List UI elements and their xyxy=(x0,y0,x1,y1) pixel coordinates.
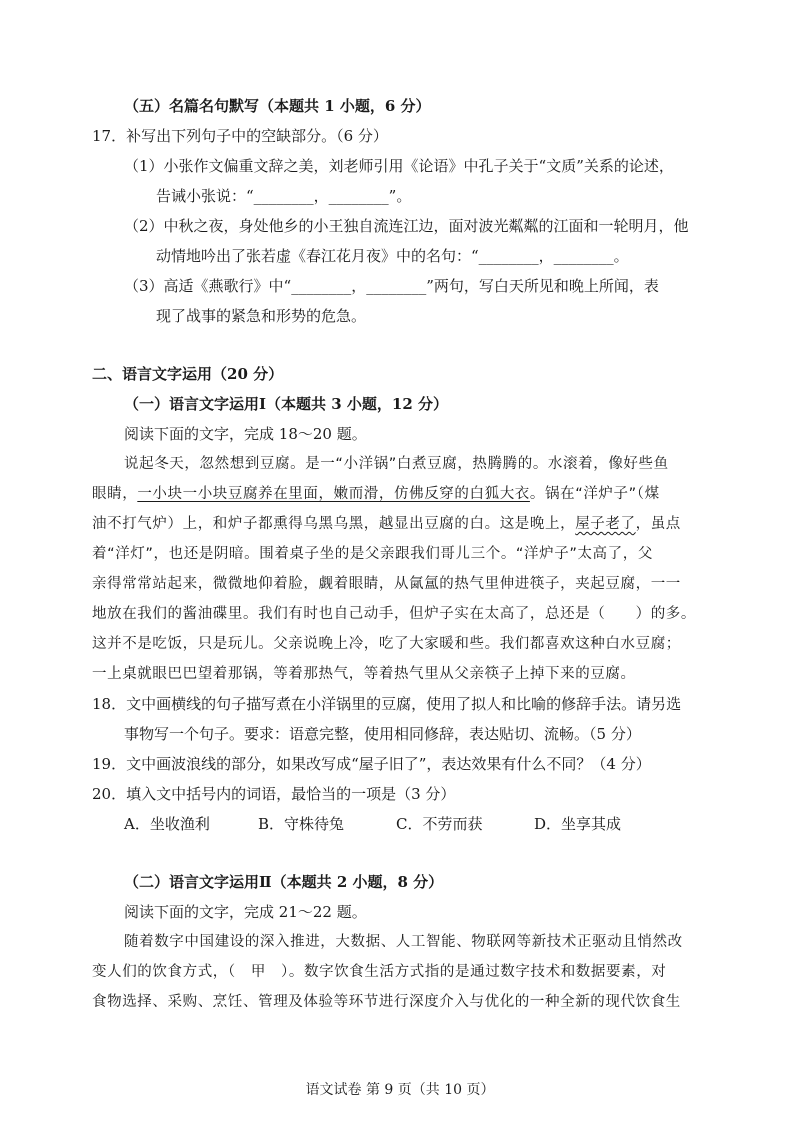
passage-1-line-8: 一上桌就眼巴巴望着那锅，等着那热气，等着热气里从父亲筷子上掉下来的豆腐。 xyxy=(92,666,636,682)
subsection-1-heading: （一）语言文字运用Ⅰ（本题共 3 小题，12 分） xyxy=(124,395,448,413)
section-5-heading: （五）名篇名句默写（本题共 1 小题，6 分） xyxy=(124,97,431,115)
question-17-3-line-2: 现了战事的紧急和形势的危急。 xyxy=(156,307,367,325)
passage-1-line-5: 亲得常常站起来，微微地仰着脸，觑着眼睛，从氤氲的热气里伸进筷子，夹起豆腐，一一 xyxy=(92,576,681,592)
question-18-line-1: 18．文中画横线的句子描写煮在小洋锅里的豆腐，使用了拟人和比喻的修辞手法。请另选 xyxy=(92,695,682,713)
question-20-option-d: D．坐享其成 xyxy=(534,815,622,833)
passage-1-line-2-end: 。锅在“洋炉子”（煤 xyxy=(529,486,660,502)
question-17-2-line-1: （2）中秋之夜，身处他乡的小王独自流连江边，面对波光粼粼的江面和一轮明月，他 xyxy=(124,217,689,235)
passage-2-line-1: 随着数字中国建设的深入推进，大数据、人工智能、物联网等新技术正驱动且悄然改 xyxy=(124,934,683,950)
passage-1-line-7: 这并不是吃饭，只是玩儿。父亲说晚上冷，吃了大家暖和些。我们都喜欢这种白水豆腐； xyxy=(92,636,681,652)
underlined-sentence: 一小块一小块豆腐养在里面，嫩而滑，仿佛反穿的白狐大衣 xyxy=(137,486,530,502)
question-17-1-line-1: （1）小张作文偏重文辞之美，刘老师引用《论语》中孔子关于“文质”关系的论述， xyxy=(124,157,674,175)
passage-1-line-3-end: ，虽点 xyxy=(635,516,681,532)
passage-2-line-2: 变人们的饮食方式，（ 甲 ）。数字饮食生活方式指的是通过数字技术和数据要素，对 xyxy=(92,964,667,980)
passage-2-line-3: 食物选择、采购、烹饪、管理及体验等环节进行深度介入与优化的一种全新的现代饮食生 xyxy=(92,994,681,1010)
question-17-3-line-1: （3）高适《燕歌行》中“________，________”两句，写白天所见和晚上所闻，表 xyxy=(124,277,659,295)
question-18-line-2: 事物写一个句子。要求：语意完整，使用相同修辞，表达贴切、流畅。（5 分） xyxy=(124,725,641,743)
passage-1-line-3 xyxy=(92,514,681,534)
question-20-option-c: C．不劳而获 xyxy=(396,815,483,833)
question-19: 19．文中画波浪线的部分，如果改写成“屋子旧了”，表达效果有什么不同？（4 分） xyxy=(92,755,651,773)
subsection-1-intro: 阅读下面的文字，完成 18～20 题。 xyxy=(124,425,367,443)
passage-1-line-6: 地放在我们的酱油碟里。我们有时也自己动手，但炉子实在太高了，总还是（ ）的多。 xyxy=(92,606,696,622)
passage-1-line-3-start: 油不打气炉）上，和炉子都熏得乌黑乌黑，越显出豆腐的白。这是晚上， xyxy=(92,516,576,532)
wavy-underlined-phrase: 屋子老了 xyxy=(575,516,636,532)
passage-1-line-2-start: 眼睛， xyxy=(92,486,138,502)
question-17-stem: 17．补写出下列句子中的空缺部分。（6 分） xyxy=(92,127,388,145)
subsection-2-intro: 阅读下面的文字，完成 21～22 题。 xyxy=(124,903,367,921)
subsection-2-heading: （二）语言文字运用Ⅱ（本题共 2 小题，8 分） xyxy=(124,873,444,891)
page-footer: 语文试卷 第 9 页（共 10 页） xyxy=(305,1082,495,1098)
question-20-option-a: A．坐收渔利 xyxy=(124,815,210,833)
passage-1-line-2 xyxy=(92,484,660,504)
passage-1-line-4: 着“洋灯”，也还是阴暗。围着桌子坐的是父亲跟我们哥儿三个。“洋炉子”太高了，父 xyxy=(92,546,653,562)
question-20-stem: 20．填入文中括号内的词语，最恰当的一项是（3 分） xyxy=(92,785,456,803)
part-2-heading: 二、语言文字运用（20 分） xyxy=(92,365,284,383)
question-20-option-b: B．守株待兔 xyxy=(258,815,345,833)
question-17-1-line-2: 告诫小张说：“________，________”。 xyxy=(156,187,412,205)
passage-1-line-1: 说起冬天，忽然想到豆腐。是一“小洋锅”白煮豆腐，热腾腾的。水滚着，像好些鱼 xyxy=(124,456,669,472)
question-17-2-line-2: 动情地吟出了张若虚《春江花月夜》中的名句：“________，________。 xyxy=(156,247,629,265)
